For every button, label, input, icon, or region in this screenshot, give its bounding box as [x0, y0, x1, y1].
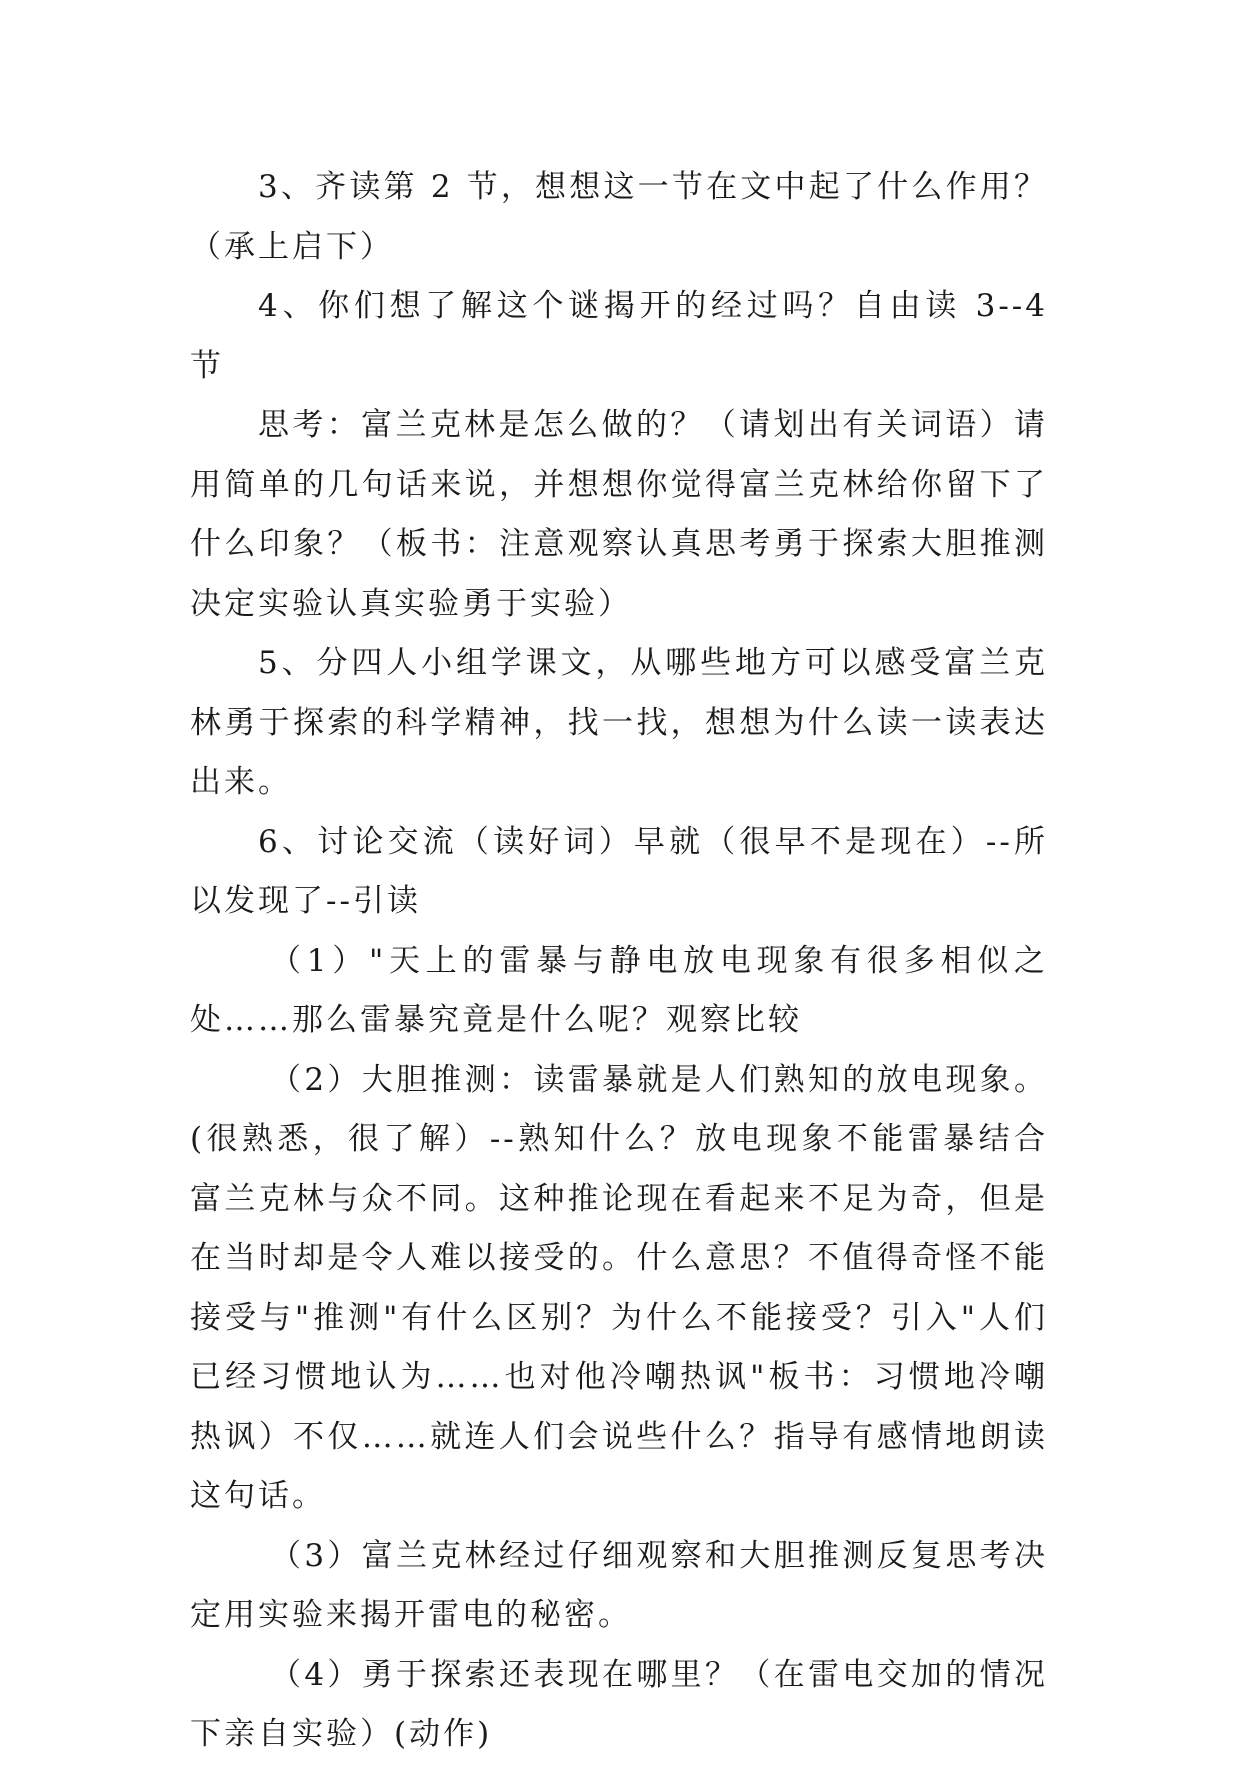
paragraph-thinking-question: 思考：富兰克林是怎么做的？（请划出有关词语）请用简单的几句话来说，并想想你觉得富兰克林给你留下了什么印象？（板书：注意观察认真思考勇于探索大胆推测决定实验认真实验勇于实验） [190, 407, 1048, 622]
paragraph-item-3: 3、齐读第 2 节，想想这一节在文中起了什么作用？（承上启下） [190, 169, 1048, 265]
document-body [190, 158, 1048, 1765]
paragraph-subitem-3: （3）富兰克林经过仔细观察和大胆推测反复思考决定用实验来揭开雷电的秘密。 [190, 1537, 1048, 1633]
paragraph-item-6: 6、讨论交流（读好词）早就（很早不是现在）--所以发现了--引读 [190, 823, 1048, 919]
paragraph-item-4: 4、你们想了解这个谜揭开的经过吗？自由读 3--4 节 [190, 288, 1048, 384]
paragraph-subitem-4: （4）勇于探索还表现在哪里？（在雷电交加的情况下亲自实验）(动作) [190, 1656, 1048, 1752]
paragraph-item-5: 5、分四人小组学课文，从哪些地方可以感受富兰克林勇于探索的科学精神，找一找，想想为什么读一读表达出来。 [190, 645, 1048, 800]
paragraph-subitem-1: （1）"天上的雷暴与静电放电现象有很多相似之处……那么雷暴究竟是什么呢？观察比较 [190, 942, 1048, 1038]
paragraph-subitem-2: （2）大胆推测：读雷暴就是人们熟知的放电现象。(很熟悉，很了解）--熟知什么？放电现象不能雷暴结合富兰克林与众不同。这种推论现在看起来不足为奇，但是在当时却是令人难以接受的。什么意思？不值得奇怪不能接受与"推测"有什么区别？为什么不能接受？引入"人们已经习惯地认为……也对他冷嘲热讽"板书：习惯地冷嘲热讽）不仅……就连人们会说些什么？指导有感情地朗读这句话。 [190, 1061, 1048, 1514]
